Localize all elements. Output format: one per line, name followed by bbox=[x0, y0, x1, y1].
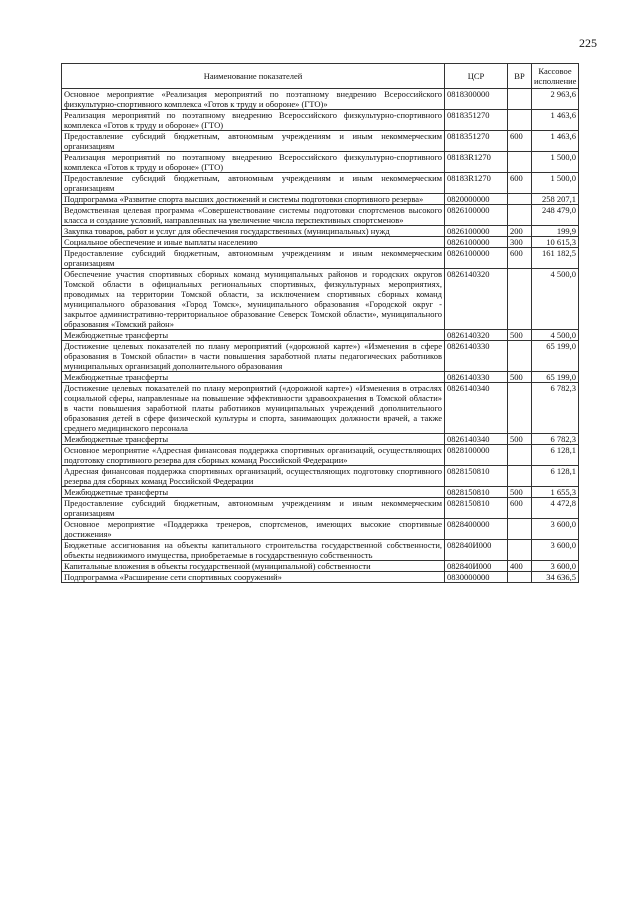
row-amount: 6 782,3 bbox=[532, 383, 579, 434]
page-number: 225 bbox=[579, 36, 597, 50]
table-row bbox=[62, 89, 579, 110]
row-vr: 500 bbox=[508, 487, 532, 498]
row-amount: 4 472,8 bbox=[532, 498, 579, 519]
row-vr bbox=[508, 269, 532, 330]
row-vr bbox=[508, 383, 532, 434]
row-csr: 0828150810 bbox=[445, 466, 508, 487]
row-amount: 4 500,0 bbox=[532, 269, 579, 330]
row-amount: 65 199,0 bbox=[532, 341, 579, 372]
row-vr: 500 bbox=[508, 434, 532, 445]
row-name: Основное мероприятие «Поддержка тренеров, спортсменов, имеющих высокие спортивные достижения» bbox=[62, 519, 445, 540]
row-vr: 400 bbox=[508, 561, 532, 572]
table-row bbox=[62, 434, 579, 445]
row-csr: 0828150810 bbox=[445, 498, 508, 519]
table-header-row bbox=[62, 64, 579, 89]
row-vr bbox=[508, 152, 532, 173]
header-name: Наименование показателей bbox=[62, 64, 445, 89]
row-amount: 65 199,0 bbox=[532, 372, 579, 383]
row-amount: 2 963,6 bbox=[532, 89, 579, 110]
row-vr bbox=[508, 572, 532, 583]
row-csr: 0826140320 bbox=[445, 269, 508, 330]
table-row bbox=[62, 498, 579, 519]
row-vr: 300 bbox=[508, 237, 532, 248]
row-amount: 4 500,0 bbox=[532, 330, 579, 341]
row-amount: 1 463,6 bbox=[532, 110, 579, 131]
row-name: Межбюджетные трансферты bbox=[62, 434, 445, 445]
row-name: Реализация мероприятий по поэтапному внедрению Всероссийского физкультурно-спортивного комплекса «Готов к труду и обороне» (ГТО) bbox=[62, 152, 445, 173]
row-csr: 08183R1270 bbox=[445, 152, 508, 173]
row-amount: 34 636,5 bbox=[532, 572, 579, 583]
table-row bbox=[62, 372, 579, 383]
row-csr: 0818351270 bbox=[445, 131, 508, 152]
row-csr: 082840И000 bbox=[445, 561, 508, 572]
row-csr: 0820000000 bbox=[445, 194, 508, 205]
row-csr: 0828400000 bbox=[445, 519, 508, 540]
row-csr: 0828150810 bbox=[445, 487, 508, 498]
row-vr: 500 bbox=[508, 330, 532, 341]
row-vr bbox=[508, 466, 532, 487]
row-amount: 1 463,6 bbox=[532, 131, 579, 152]
row-name: Предоставление субсидий бюджетным, автономным учреждениям и иным некоммерческим организациям bbox=[62, 248, 445, 269]
table-row bbox=[62, 205, 579, 226]
row-name: Реализация мероприятий по поэтапному внедрению Всероссийского физкультурно-спортивного комплекса «Готов к труду и обороне» (ГТО) bbox=[62, 110, 445, 131]
row-csr: 0826140330 bbox=[445, 341, 508, 372]
row-amount: 3 600,0 bbox=[532, 561, 579, 572]
table-row bbox=[62, 237, 579, 248]
row-amount: 1 500,0 bbox=[532, 152, 579, 173]
row-csr: 082840И000 bbox=[445, 540, 508, 561]
table-row bbox=[62, 131, 579, 152]
row-amount: 6 128,1 bbox=[532, 445, 579, 466]
row-csr: 0826100000 bbox=[445, 248, 508, 269]
row-vr bbox=[508, 540, 532, 561]
row-name: Бюджетные ассигнования на объекты капитального строительства государственной собственности, объекты недвижимого имущества, приобретаемые в государственную собственность bbox=[62, 540, 445, 561]
row-csr: 0826140330 bbox=[445, 372, 508, 383]
row-amount: 10 615,3 bbox=[532, 237, 579, 248]
row-csr: 0826100000 bbox=[445, 237, 508, 248]
table-row bbox=[62, 152, 579, 173]
row-vr: 600 bbox=[508, 173, 532, 194]
table-row bbox=[62, 341, 579, 372]
row-csr: 0818300000 bbox=[445, 89, 508, 110]
row-vr bbox=[508, 89, 532, 110]
table-row bbox=[62, 561, 579, 572]
row-amount: 6 128,1 bbox=[532, 466, 579, 487]
row-vr bbox=[508, 341, 532, 372]
row-vr: 600 bbox=[508, 131, 532, 152]
table-row bbox=[62, 445, 579, 466]
table-row bbox=[62, 330, 579, 341]
table-row bbox=[62, 540, 579, 561]
table-row bbox=[62, 487, 579, 498]
row-csr: 08183R1270 bbox=[445, 173, 508, 194]
header-vr: ВР bbox=[508, 64, 532, 89]
row-name: Социальное обеспечение и иные выплаты населению bbox=[62, 237, 445, 248]
row-name: Основное мероприятие «Реализация мероприятий по поэтапному внедрению Всероссийского физкультурно-спортивного комплекса «Готов к труду и обороне» (ГТО)» bbox=[62, 89, 445, 110]
table-row bbox=[62, 226, 579, 237]
row-amount: 3 600,0 bbox=[532, 540, 579, 561]
row-name: Адресная финансовая поддержка спортивных организаций, осуществляющих подготовку спортивного резерва для сборных команд Российской Федерации bbox=[62, 466, 445, 487]
row-amount: 1 500,0 bbox=[532, 173, 579, 194]
row-amount: 6 782,3 bbox=[532, 434, 579, 445]
row-name: Закупка товаров, работ и услуг для обеспечения государственных (муниципальных) нужд bbox=[62, 226, 445, 237]
table-row bbox=[62, 194, 579, 205]
table-row bbox=[62, 383, 579, 434]
row-name: Достижение целевых показателей по плану мероприятий («дорожной карте») «Изменения в отраслях социальной сферы, направленные на повышение эффективности здравоохранения в Томской области» в части повышения заработной платы работников муниципальных учреждений дополнительного образования детей в сфере физической культуры и спорта, занимающих должности врачей, а также среднего медицинского персонала bbox=[62, 383, 445, 434]
table-row bbox=[62, 110, 579, 131]
row-name: Основное мероприятие «Адресная финансовая поддержка спортивных организаций, осуществляющих подготовку спортивного резерва для сборных команд Российской Федерации» bbox=[62, 445, 445, 466]
row-amount: 1 655,3 bbox=[532, 487, 579, 498]
row-vr bbox=[508, 445, 532, 466]
row-name: Обеспечение участия спортивных сборных команд муниципальных районов и городских округов Томской области в официальных региональных спортивных, физкультурных мероприятиях, проводимых на территории Томской области, за исключением спортивных сборных команд муниципального образования «Город Томск», муниципального образования «Городской округ - закрытое административно-территориальное образование Северск Томской области», муниципального образования «Томский район» bbox=[62, 269, 445, 330]
row-csr: 0826140340 bbox=[445, 434, 508, 445]
row-name: Предоставление субсидий бюджетным, автономным учреждениям и иным некоммерческим организациям bbox=[62, 173, 445, 194]
row-vr bbox=[508, 519, 532, 540]
row-name: Предоставление субсидий бюджетным, автономным учреждениям и иным некоммерческим организациям bbox=[62, 498, 445, 519]
row-name: Достижение целевых показателей по плану мероприятий («дорожной карте») «Изменения в сфере образования в Томской области» в части повышения заработной платы педагогических работников муниципальных организаций дополнительного образования bbox=[62, 341, 445, 372]
row-csr: 0826140340 bbox=[445, 383, 508, 434]
row-csr: 0830000000 bbox=[445, 572, 508, 583]
row-name: Подпрограмма «Расширение сети спортивных сооружений» bbox=[62, 572, 445, 583]
row-name: Межбюджетные трансферты bbox=[62, 330, 445, 341]
row-vr: 200 bbox=[508, 226, 532, 237]
row-amount: 161 182,5 bbox=[532, 248, 579, 269]
row-vr: 500 bbox=[508, 372, 532, 383]
table-row bbox=[62, 519, 579, 540]
row-csr: 0828100000 bbox=[445, 445, 508, 466]
row-amount: 199,9 bbox=[532, 226, 579, 237]
table-row bbox=[62, 173, 579, 194]
table-row bbox=[62, 466, 579, 487]
table-row bbox=[62, 248, 579, 269]
row-name: Ведомственная целевая программа «Совершенствование системы подготовки спортсменов высокого класса и создание условий, направленных на увеличение числа перспективных спортсменов» bbox=[62, 205, 445, 226]
row-name: Капитальные вложения в объекты государственной (муниципальной) собственности bbox=[62, 561, 445, 572]
row-vr: 600 bbox=[508, 498, 532, 519]
table-row bbox=[62, 269, 579, 330]
row-name: Межбюджетные трансферты bbox=[62, 487, 445, 498]
row-amount: 258 207,1 bbox=[532, 194, 579, 205]
row-csr: 0826100000 bbox=[445, 226, 508, 237]
row-csr: 0818351270 bbox=[445, 110, 508, 131]
row-vr bbox=[508, 110, 532, 131]
budget-table bbox=[61, 63, 579, 583]
row-amount: 3 600,0 bbox=[532, 519, 579, 540]
row-name: Подпрограмма «Развитие спорта высших достижений и системы подготовки спортивного резерва» bbox=[62, 194, 445, 205]
header-csr: ЦСР bbox=[445, 64, 508, 89]
row-csr: 0826140320 bbox=[445, 330, 508, 341]
row-vr: 600 bbox=[508, 248, 532, 269]
row-name: Предоставление субсидий бюджетным, автономным учреждениям и иным некоммерческим организациям bbox=[62, 131, 445, 152]
row-vr bbox=[508, 205, 532, 226]
row-vr bbox=[508, 194, 532, 205]
table-row bbox=[62, 572, 579, 583]
row-csr: 0826100000 bbox=[445, 205, 508, 226]
header-amount: Кассовое исполнение bbox=[532, 64, 579, 89]
row-amount: 248 479,0 bbox=[532, 205, 579, 226]
row-name: Межбюджетные трансферты bbox=[62, 372, 445, 383]
